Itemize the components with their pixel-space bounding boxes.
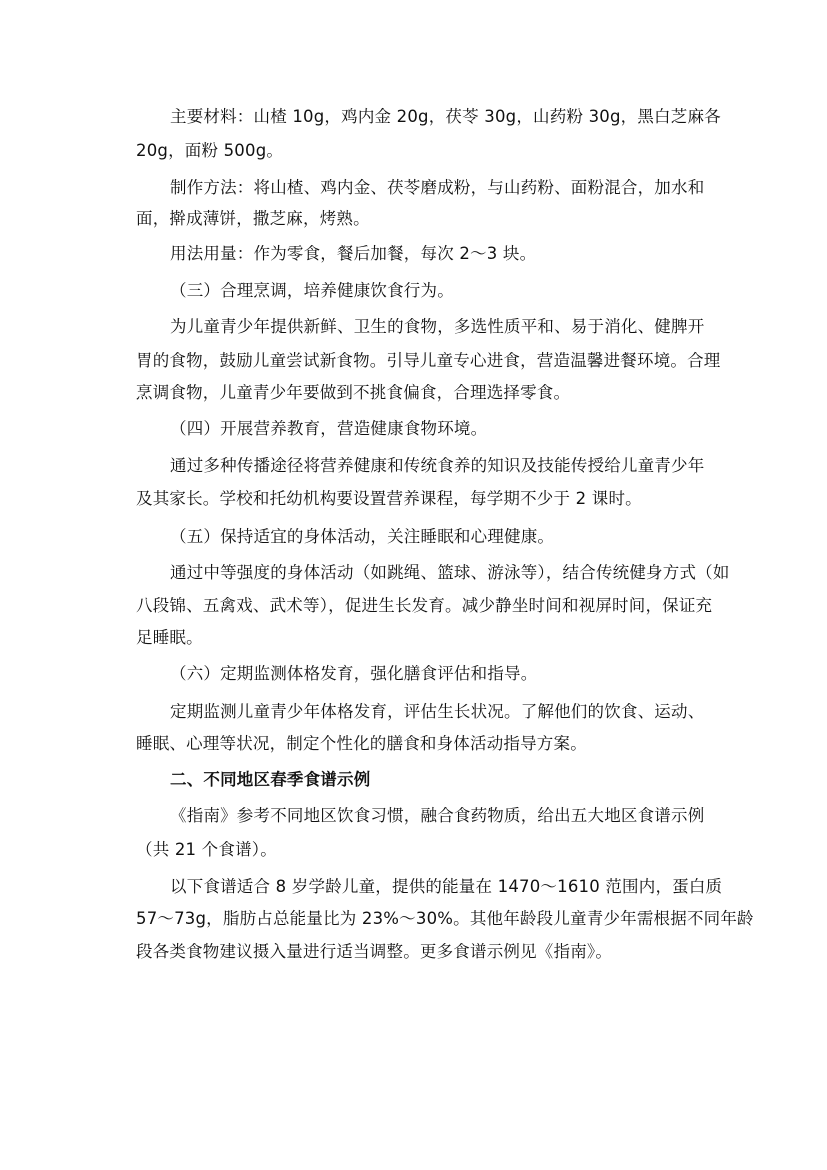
text-line: 段各类食物建议摄入量进行适当调整。更多食谱示例见《指南》。	[136, 942, 613, 961]
section-heading: （五）保持适宜的身体活动，关注睡眠和心理健康。	[170, 527, 555, 546]
text-line: 《指南》参考不同地区饮食习惯，融合食药物质，给出五大地区食谱示例	[170, 806, 705, 825]
text-line: 胃的食物，鼓励儿童尝试新食物。引导儿童专心进食，营造温馨进餐环境。合理	[136, 351, 721, 370]
section-heading: （三）合理烹调，培养健康饮食行为。	[170, 281, 454, 300]
text-line: 定期监测儿童青少年体格发育，评估生长状况。了解他们的饮食、运动、	[170, 702, 705, 721]
text-line: 主要材料：山楂 10g，鸡内金 20g，茯苓 30g，山药粉 30g，黑白芝麻各	[170, 107, 721, 126]
text-line: 为儿童青少年提供新鲜、卫生的食物，多选性质平和、易于消化、健脾开	[170, 317, 705, 336]
text-line: 制作方法：将山楂、鸡内金、茯苓磨成粉，与山药粉、面粉混合，加水和	[170, 178, 705, 197]
chapter-heading: 二、不同地区春季食谱示例	[170, 770, 371, 789]
text-line: 面，擀成薄饼，撒芝麻，烤熟。	[136, 209, 370, 228]
text-line: 烹调食物，儿童青少年要做到不挑食偏食，合理选择零食。	[136, 383, 571, 402]
text-line: 及其家长。学校和托幼机构要设置营养课程，每学期不少于 2 课时。	[136, 489, 642, 508]
text-line: 57～73g，脂肪占总能量比为 23%～30%。其他年龄段儿童青少年需根据不同年龄	[136, 909, 754, 928]
text-line: （共 21 个食谱）。	[136, 840, 277, 859]
text-line: 通过中等强度的身体活动（如跳绳、篮球、游泳等），结合传统健身方式（如	[170, 563, 730, 582]
text-line: 通过多种传播途径将营养健康和传统食养的知识及技能传授给儿童青少年	[170, 456, 705, 475]
text-line: 睡眠、心理等状况，制定个性化的膳食和身体活动指导方案。	[136, 734, 587, 753]
section-heading: （六）定期监测体格发育，强化膳食评估和指导。	[170, 664, 538, 683]
text-line: 用法用量：作为零食，餐后加餐，每次 2～3 块。	[170, 244, 537, 263]
section-heading: （四）开展营养教育，营造健康食物环境。	[170, 419, 488, 438]
text-line: 足睡眠。	[136, 628, 203, 647]
text-line: 八段锦、五禽戏、武术等），促进生长发育。减少静坐时间和视屏时间，保证充	[136, 596, 713, 615]
text-line: 20g，面粉 500g。	[136, 141, 284, 160]
text-line: 以下食谱适合 8 岁学龄儿童，提供的能量在 1470～1610 范围内，蛋白质	[170, 877, 723, 896]
